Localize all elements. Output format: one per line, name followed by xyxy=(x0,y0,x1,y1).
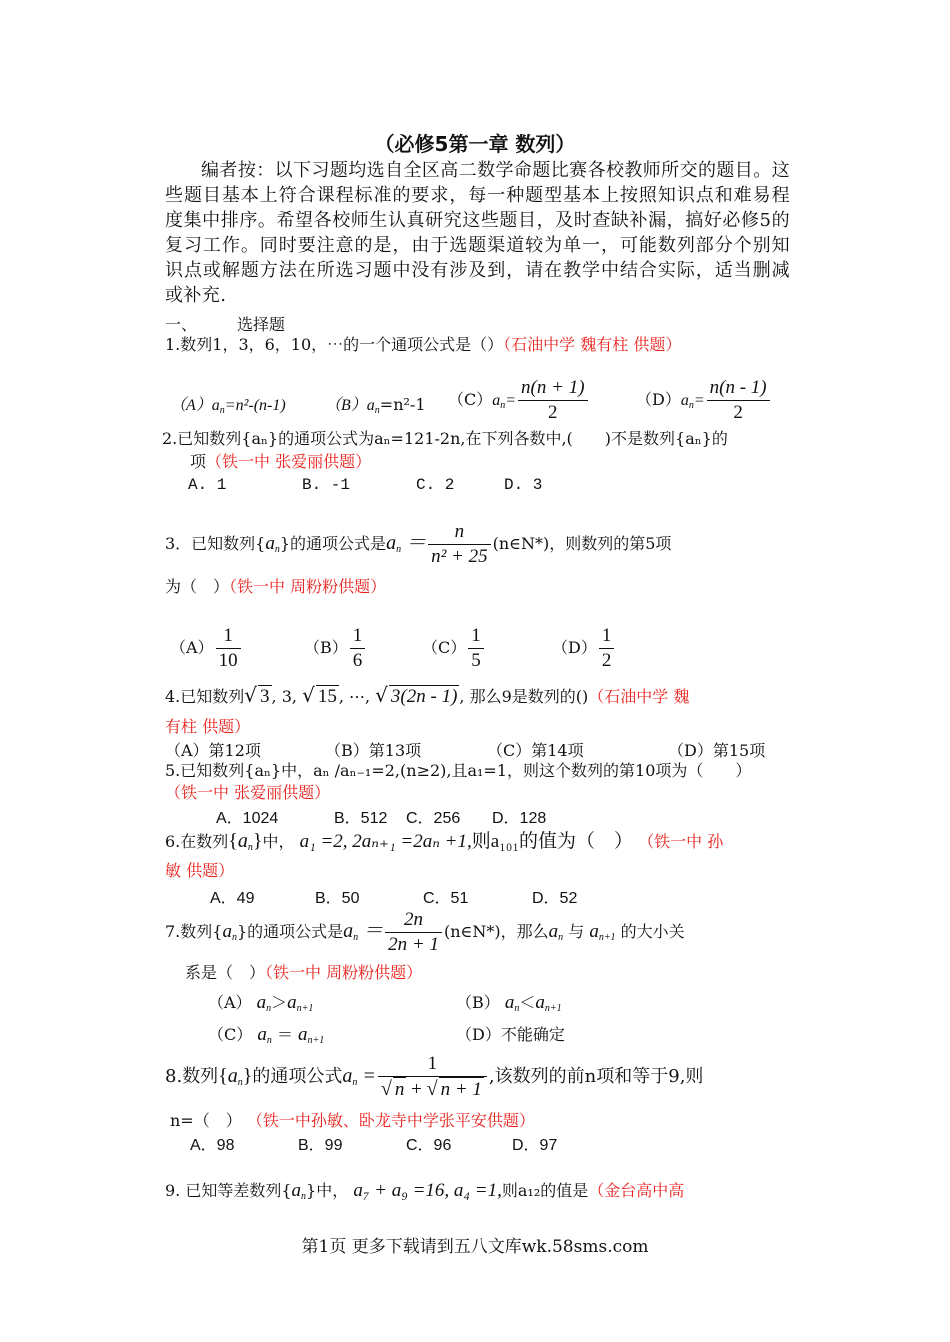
question-5-option-c: C．256 xyxy=(406,810,461,827)
question-5-option-b: B．512 xyxy=(334,810,388,827)
editor-note-body: 以下习题均选自全区高二数学命题比赛各校教师所交的题目。这些题目基本上符合课程标准的要求，每一种题型基本上按照知识点和难易程度集中排序。希望各校师生认真研究这些题目，及时查缺补漏，搞好必修5的复习工作。同时要注意的是，由于选题渠道较为单一，可能数列部分个别知识点或解题方法在所选习题中没有涉及到，请在教学中结合实际，适当删减或补充. xyxy=(165,160,790,306)
question-4-option-d: （D）第15项 xyxy=(668,741,766,760)
question-8-source: （铁一中孙敏、卧龙寺中学张平安供题） xyxy=(246,1111,535,1130)
question-4-option-c: （C）第14项 xyxy=(487,741,584,760)
question-8-option-a: A．98 xyxy=(190,1137,235,1154)
question-2-source: （铁一中 张爱丽供题） xyxy=(206,452,372,471)
question-5-option-a: A．1024 xyxy=(216,810,279,827)
question-2-option-a: A. 1 xyxy=(188,476,227,494)
question-3-option-d: （D） $\frac{1}{2}$ xyxy=(552,624,616,673)
question-3-option-a: （A） $\frac{1}{10}$ xyxy=(170,624,243,673)
question-8-stem-cont: n=（ ） （铁一中孙敏、卧龙寺中学张平安供题） xyxy=(170,1111,535,1130)
question-1-stem: 1.数列1，3，6，10，⋯的一个通项公式是（）（石油中学 魏有柱 供题） xyxy=(165,335,682,354)
question-6-stem: 6.在数列$\{a_n\}$中， a₁ =2, 2aₙ₊₁ =2aₙ +1,则a₁₀₁的值为（ ） （铁一中 孙 xyxy=(165,830,724,853)
question-6-option-d: D．52 xyxy=(532,890,578,907)
question-3-stem: 3．已知数列$\{a_n\}$的通项公式是$a_n$ ＝ $\frac{n}{\text{n² + 25}}$ (n∈N*)，则数列的第5项 xyxy=(165,521,672,567)
question-2-option-b: B. -1 xyxy=(302,476,351,494)
question-3-stem-cont: 为（ ）（铁一中 周粉粉供题） xyxy=(165,577,387,596)
page-footer: 第1页 更多下载请到五八文库wk.58sms.com xyxy=(301,1237,649,1257)
question-7-stem: 7.数列$\{a_n\}$的通项公式是$a_n$ ＝ $\frac{2n}{2n + 1}$ (n∈N*)，那么$a_n$ 与 $a_{n+1}$ 的大小关 xyxy=(165,909,685,955)
question-6-source: （铁一中 孙 xyxy=(638,832,724,851)
section-heading xyxy=(165,314,795,336)
question-4-source: （石油中学 魏 xyxy=(588,687,690,706)
question-1-option-a: $(A)a_n=n^2-(n-1)$ xyxy=(170,397,286,416)
question-8-option-c: C．96 xyxy=(406,1137,452,1154)
question-8-option-d: D．97 xyxy=(512,1137,558,1154)
question-1-source: （石油中学 魏有柱 供题） xyxy=(503,335,682,354)
question-2-option-c: C. 2 xyxy=(416,476,455,494)
question-4-option-b: （B）第13项 xyxy=(325,741,422,760)
question-4-stem: 4.已知数列√ 3 , 3, √ 15 , ⋯, √ 3(2n - 1) , 那么9是数列的()（石油中学 魏 xyxy=(165,683,690,707)
question-7-source: （铁一中 周粉粉供题） xyxy=(265,963,423,982)
question-8-stem: 8.数列$\{a_n\}$的通项公式$a_n$ = $\frac{1}{√ n + √ n + 1}$ ,该数列的前n项和等于9,则 xyxy=(165,1053,704,1100)
question-2-stem: 2.已知数列{aₙ}的通项公式为aₙ=121-2n,在下列各数中,( )不是数列{aₙ}的 xyxy=(162,429,728,448)
question-6-option-a: A．49 xyxy=(210,890,255,907)
question-9-stem: 9. 已知等差数列$\{a_n\}$中， a₇ + a₉ =16, a₄ =1,则a₁₂的值是（金台高中高 xyxy=(165,1180,685,1202)
section-name: 选择题 xyxy=(237,315,286,334)
question-6-option-c: C．51 xyxy=(423,890,469,907)
question-7-option-a: （A） $a_n>a_{n+1}$ xyxy=(208,992,314,1014)
section-number: 一、 xyxy=(165,315,198,334)
question-4-source-cont: 有柱 供题） xyxy=(165,717,251,736)
question-1-option-d: $(D)a_n=$ $\frac{n(n - 1)}{2}$ xyxy=(636,376,772,425)
question-9-source: （金台高中高 xyxy=(588,1181,685,1200)
question-3-option-c: （C） $\frac{1}{5}$ xyxy=(422,624,486,673)
question-5-stem: 5.已知数列{aₙ}中，aₙ /aₙ₋₁=2,(n≥2),且a₁=1，则这个数列的第10项为（ ） xyxy=(165,761,752,780)
question-7-option-d: （D）不能确定 xyxy=(456,1025,565,1044)
question-8-option-b: B．99 xyxy=(298,1137,343,1154)
question-6-source-cont: 敏 供题） xyxy=(165,861,235,880)
question-3-option-b: （B） $\frac{1}{6}$ xyxy=(304,624,367,673)
question-5-source: （铁一中 张爱丽供题） xyxy=(165,783,331,802)
question-6-option-b: B．50 xyxy=(315,890,360,907)
page-title: （必修5第一章 数列） xyxy=(374,132,576,156)
question-7-option-b: （B） $a_n<a_{n+1}$ xyxy=(456,992,562,1014)
editor-note xyxy=(165,158,790,308)
question-7-option-c: （C） $a_n = a_{n+1}$ xyxy=(208,1024,325,1046)
question-1-option-c: $(C)a_n=$ $\frac{n(n + 1)}{2}$ xyxy=(448,376,590,425)
question-2-option-d: D. 3 xyxy=(504,476,543,494)
question-4-option-a: （A）第12项 xyxy=(165,741,261,760)
question-1-option-b: $(B)a_n=n^2-1$ xyxy=(325,395,426,416)
editor-note-lead: 编者按： xyxy=(201,160,275,181)
question-5-option-d: D．128 xyxy=(492,810,547,827)
question-7-stem-cont: 系是（ ）（铁一中 周粉粉供题） xyxy=(185,963,423,982)
question-3-source: （铁一中 周粉粉供题） xyxy=(229,577,387,596)
question-2-stem-cont: 项（铁一中 张爱丽供题） xyxy=(190,452,372,471)
